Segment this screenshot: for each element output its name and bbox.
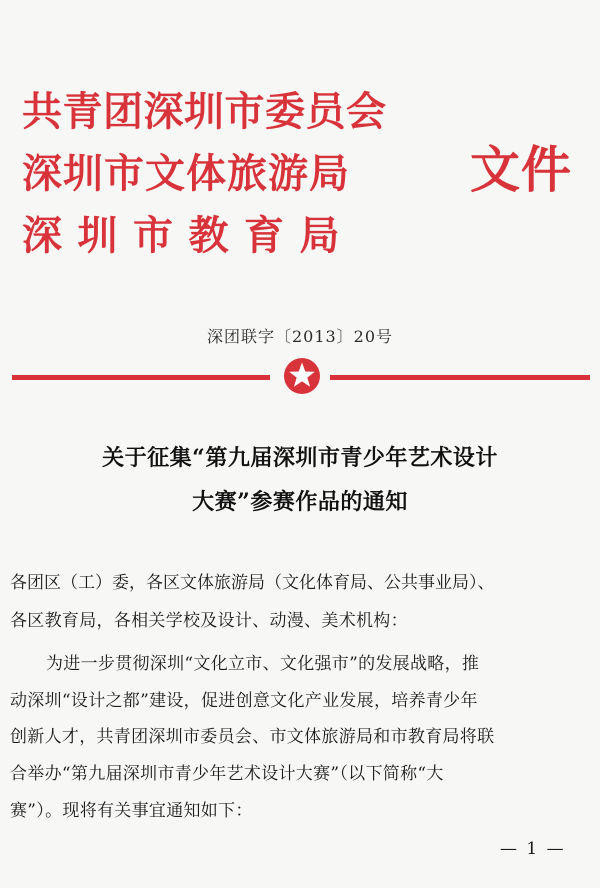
issuer-header bbox=[0, 0, 600, 300]
red-separator bbox=[12, 356, 590, 400]
body-line: 各区教育局，各相关学校及设计、动漫、美术机构： bbox=[10, 611, 408, 631]
body-line: 各团区（工）委，各区文体旅游局（文化体育局、公共事业局）、 bbox=[10, 573, 495, 593]
issuer-name: 深圳市教育局 bbox=[22, 212, 355, 259]
notice-title-line: 关于征集“第九届深圳市青少年艺术设计 bbox=[102, 445, 498, 471]
body-line: 动深圳“设计之都”建设，促进创意文化产业发展，培养青少年 bbox=[10, 691, 478, 711]
body-line: 合举办“第九届深圳市青少年艺术设计大赛”（以下简称“大 bbox=[10, 764, 444, 784]
page-number: — 1 — bbox=[500, 839, 566, 859]
body-line: 为进一步贯彻深圳“文化立市、文化强市”的发展战略，推 bbox=[46, 654, 480, 674]
separator-line-left bbox=[12, 375, 270, 380]
body-line: 赛”）。现将有关事宜通知如下： bbox=[10, 801, 253, 821]
separator-line-right bbox=[330, 375, 590, 380]
star-icon bbox=[282, 356, 322, 396]
issuer-name: 深圳市文体旅游局 bbox=[22, 150, 350, 197]
body-line: 创新人才，共青团深圳市委员会、市文体旅游局和市教育局将联 bbox=[10, 727, 495, 747]
notice-title-line: 大赛”参赛作品的通知 bbox=[192, 489, 408, 515]
issuer-name: 共青团深圳市委员会 bbox=[22, 88, 387, 135]
document-type-label: 文件 bbox=[470, 140, 572, 199]
document-number: 深团联字〔2013〕20号 bbox=[206, 327, 394, 346]
